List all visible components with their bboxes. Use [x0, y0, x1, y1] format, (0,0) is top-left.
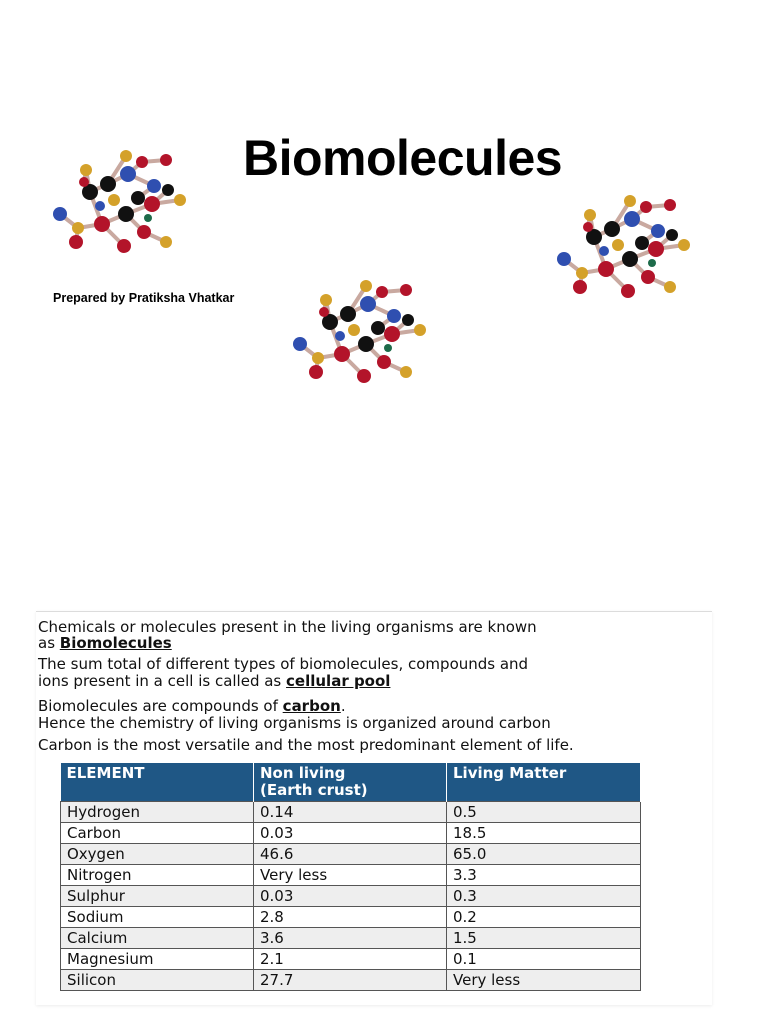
table-row — [61, 949, 641, 970]
element-cell: Calcium — [61, 928, 254, 949]
definition-line-1: Chemicals or molecules present in the living organisms are known — [38, 618, 537, 636]
table-row — [61, 823, 641, 844]
table-header-row — [61, 763, 641, 802]
definition-line-2: as Biomolecules — [38, 634, 172, 652]
table-row — [61, 970, 641, 991]
nonliving-value-cell: 46.6 — [254, 844, 447, 865]
table-row — [61, 886, 641, 907]
molecule-model-image — [288, 278, 438, 390]
carbon-line-2: Hence the chemistry of living organisms is organized around carbon — [38, 714, 551, 732]
biomolecules-keyword: Biomolecules — [59, 634, 172, 652]
header-living: Living Matter — [447, 763, 641, 802]
living-value-cell: 0.5 — [447, 802, 641, 823]
nonliving-value-cell: 2.1 — [254, 949, 447, 970]
table-row — [61, 928, 641, 949]
element-cell: Oxygen — [61, 844, 254, 865]
living-value-cell: 0.3 — [447, 886, 641, 907]
element-cell: Sodium — [61, 907, 254, 928]
nonliving-value-cell: 2.8 — [254, 907, 447, 928]
table-row — [61, 844, 641, 865]
nonliving-value-cell: Very less — [254, 865, 447, 886]
nonliving-value-cell: 0.14 — [254, 802, 447, 823]
cellular-pool-keyword: cellular pool — [286, 672, 391, 690]
nonliving-value-cell: 0.03 — [254, 823, 447, 844]
nonliving-value-cell: 0.03 — [254, 886, 447, 907]
element-cell: Silicon — [61, 970, 254, 991]
table-row — [61, 865, 641, 886]
element-cell: Hydrogen — [61, 802, 254, 823]
nonliving-value-cell: 3.6 — [254, 928, 447, 949]
header-element: ELEMENT — [61, 763, 254, 802]
living-value-cell: 0.1 — [447, 949, 641, 970]
cellular-pool-line-1: The sum total of different types of biomolecules, compounds and — [38, 655, 529, 673]
nonliving-value-cell: 27.7 — [254, 970, 447, 991]
element-cell: Sulphur — [61, 886, 254, 907]
element-cell: Magnesium — [61, 949, 254, 970]
element-composition-table — [60, 763, 641, 991]
element-cell: Carbon — [61, 823, 254, 844]
author-credit: Prepared by Pratiksha Vhatkar — [53, 291, 235, 305]
carbon-line-1: Biomolecules are compounds of carbon. — [38, 697, 346, 715]
element-cell: Nitrogen — [61, 865, 254, 886]
living-value-cell: 18.5 — [447, 823, 641, 844]
living-value-cell: Very less — [447, 970, 641, 991]
living-value-cell: 65.0 — [447, 844, 641, 865]
table-row — [61, 907, 641, 928]
carbon-line-3: Carbon is the most versatile and the most predominant element of life. — [38, 736, 574, 754]
table-row — [61, 802, 641, 823]
living-value-cell: 3.3 — [447, 865, 641, 886]
molecule-model-image — [552, 193, 702, 305]
living-value-cell: 0.2 — [447, 907, 641, 928]
header-nonliving: Non living (Earth crust) — [254, 763, 447, 802]
carbon-keyword: carbon — [282, 697, 341, 715]
cellular-pool-line-2: ions present in a cell is called as cellular pool — [38, 672, 391, 690]
slide-title: Biomolecules — [243, 130, 563, 186]
molecule-model-image — [48, 148, 198, 260]
living-value-cell: 1.5 — [447, 928, 641, 949]
